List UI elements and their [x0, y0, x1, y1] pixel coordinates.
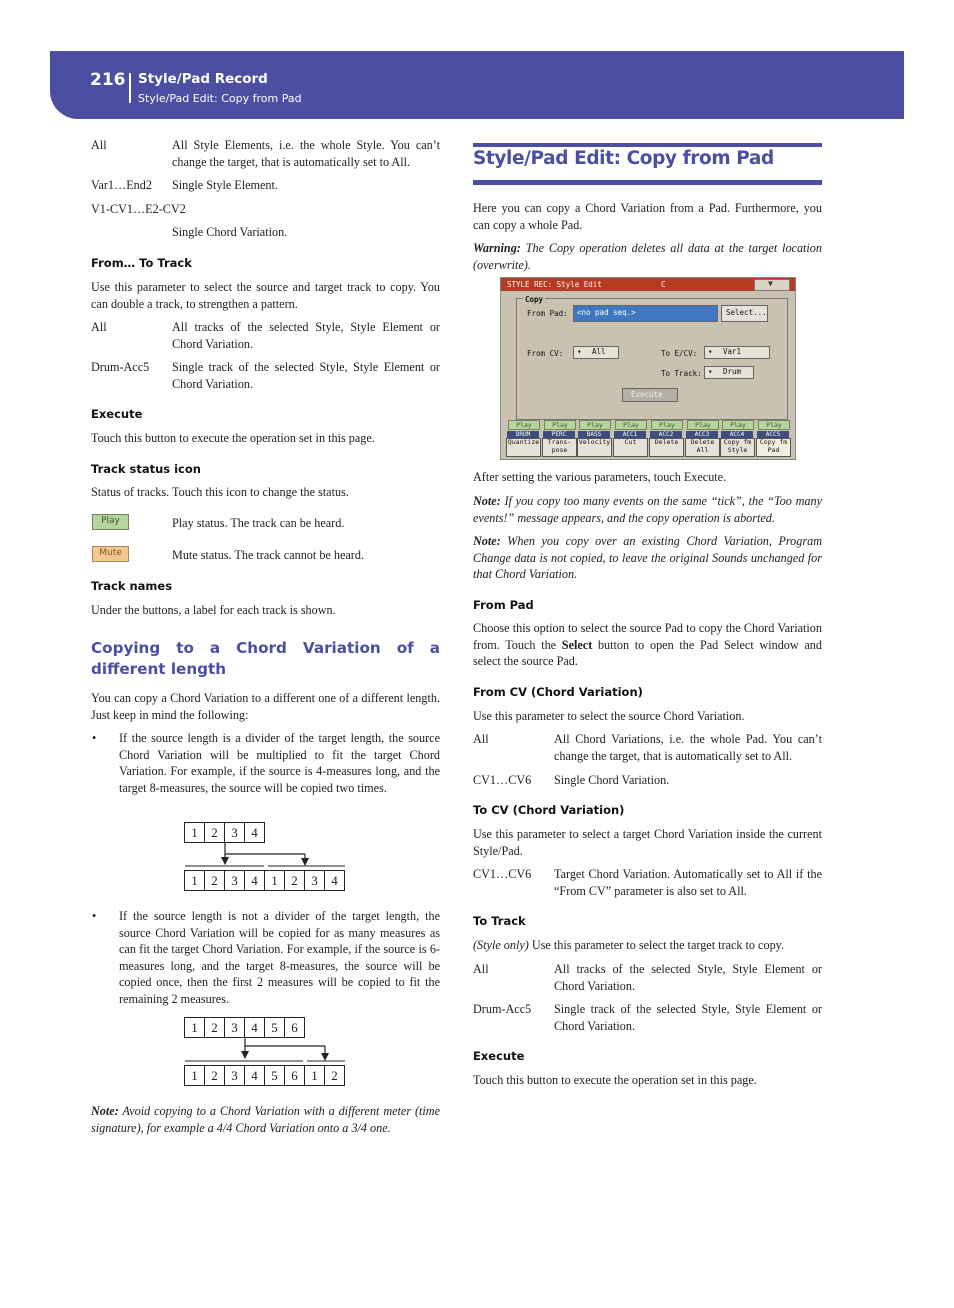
track-play-button[interactable]: Play — [544, 420, 576, 430]
screen-title-bar — [501, 278, 795, 291]
def-term: Drum-Acc5 — [473, 1002, 532, 1016]
def-text: Single Chord Variation. — [172, 225, 288, 239]
mute-status-icon[interactable]: Mute — [92, 546, 129, 562]
note-label: Note: — [91, 1104, 119, 1118]
def-term: All — [91, 138, 107, 152]
chapter-title: Style/Pad Record — [138, 71, 268, 87]
paragraph: Use this parameter to select the source Chord Variation. — [473, 709, 745, 723]
chevron-down-icon: ▼ — [768, 279, 773, 288]
track-play-button[interactable]: Play — [579, 420, 611, 430]
group-label: Copy — [525, 295, 544, 304]
warning — [473, 240, 822, 273]
track-label: DRUM — [507, 431, 539, 438]
source-measures-grid — [184, 822, 265, 843]
note-label: Note: — [473, 494, 501, 508]
def-term: CV1…CV6 — [473, 867, 532, 881]
note-text: If you copy too many events on the same “tick”, the “Too many events!” message appears, and the copy operation is aborted. — [473, 494, 822, 525]
paragraph: Status of tracks. Touch this icon to change the status. — [91, 485, 349, 499]
track-label: ACC2 — [650, 431, 682, 438]
measure-cell: 6 — [285, 1066, 305, 1086]
def-term: CV1…CV6 — [473, 773, 532, 787]
from-pad-label: From Pad: — [527, 309, 568, 318]
def-text: All tracks of the selected Style, Style Element or Chord Variation. — [172, 320, 440, 351]
bullet-marker: • — [92, 731, 97, 745]
page-title: Style/Pad Edit: Copy from Pad — [473, 148, 774, 169]
def-term: All — [473, 732, 489, 746]
def-text: Single Chord Variation. — [554, 773, 670, 787]
select-button[interactable]: Select... — [721, 305, 768, 322]
def-text: All tracks of the selected Style, Style Element or Chord Variation. — [554, 962, 822, 993]
delete-tab[interactable]: Delete — [649, 438, 684, 457]
measure-cell: 2 — [205, 823, 225, 843]
target-measures-grid — [184, 870, 345, 891]
heading-to-cv: To CV (Chord Variation) — [473, 803, 625, 817]
screen-title: STYLE REC: Style Edit — [507, 280, 602, 289]
select-keyword: Select — [561, 637, 593, 652]
heading-track-names: Track names — [91, 579, 173, 593]
track-play-button[interactable]: Play — [758, 420, 790, 430]
source-measures-grid — [184, 1017, 305, 1038]
bullet-marker: • — [92, 909, 97, 923]
def-term: Var1…End2 — [91, 178, 152, 192]
measure-cell: 6 — [285, 1018, 305, 1038]
def-text: Single Style Element. — [172, 178, 278, 192]
paragraph: Here you can copy a Chord Variation from a Pad. Furthermore, you can copy a whole Pad. — [473, 201, 822, 232]
measure-cell: 4 — [245, 823, 265, 843]
transpose-tab[interactable]: Trans-pose — [542, 438, 577, 457]
measure-cell: 1 — [185, 823, 205, 843]
to-ecv-label: To E/CV: — [661, 349, 698, 358]
heading-to-track: To Track — [473, 914, 526, 928]
measure-cell: 2 — [325, 1066, 345, 1086]
measure-cell: 3 — [225, 871, 245, 891]
measure-cell: 1 — [305, 1066, 325, 1086]
def-term: All — [91, 320, 107, 334]
measure-cell: 2 — [205, 1018, 225, 1038]
def-term: Drum-Acc5 — [91, 360, 150, 374]
note-avoid-meter — [91, 1103, 440, 1136]
title-rule-bottom — [473, 180, 822, 185]
page-number: 216 — [90, 70, 126, 90]
style-only-note: (Style only) — [473, 938, 529, 952]
copy-from-pad-screen — [500, 277, 796, 460]
warning-text: The Copy operation deletes all data at the target location (overwrite). — [473, 241, 822, 272]
measure-cell: 1 — [185, 1018, 205, 1038]
measure-cell: 4 — [325, 871, 345, 891]
note-text: When you copy over an existing Chord Variation, Program Change data is not copied, to leave the original Sounds unchanged for that Chord Variation. — [473, 534, 823, 581]
note-text: Avoid copying to a Chord Variation with a different meter (time signature), for example a 4/4 Chord Variation onto a 3/4 one. — [91, 1104, 440, 1135]
to-track-label: To Track: — [661, 369, 702, 378]
track-play-button[interactable]: Play — [651, 420, 683, 430]
velocity-tab[interactable]: Velocity — [577, 438, 612, 457]
def-text: Single track of the selected Style, Style Element or Chord Variation. — [172, 360, 440, 391]
measure-cell: 3 — [225, 823, 245, 843]
measure-cell: 4 — [245, 1066, 265, 1086]
note-too-many-events — [473, 493, 822, 526]
track-play-button[interactable]: Play — [615, 420, 647, 430]
track-play-button[interactable]: Play — [687, 420, 719, 430]
measure-cell: 5 — [265, 1066, 285, 1086]
measure-cell: 4 — [245, 1018, 265, 1038]
dropdown-arrow-icon: ▾ — [708, 367, 713, 376]
paragraph — [473, 937, 784, 954]
play-status-icon[interactable]: Play — [92, 514, 129, 530]
def-text: Mute status. The track cannot be heard. — [172, 548, 365, 562]
to-track-select[interactable]: ▾ Drum — [704, 366, 754, 379]
paragraph: Touch this button to execute the operation set in this page. — [91, 431, 375, 445]
def-term: V1-CV1…E2-CV2 — [91, 202, 186, 216]
track-play-button[interactable]: Play — [508, 420, 540, 430]
heading-from-to-track: From… To Track — [91, 256, 192, 270]
copy-arrows-diagram-1 — [180, 843, 355, 873]
quantize-tab[interactable]: Quantize — [506, 438, 541, 457]
copy-arrows-diagram-2 — [180, 1038, 355, 1068]
paragraph: You can copy a Chord Variation to a different one of a different length. Just keep in mind the following: — [91, 691, 440, 722]
bullet-text: If the source length is not a divider of the target length, the source Chord Variation will be copied for as many measures as can fit the target Chord Variation. For example, if the source is 6-measures long, and the target 8-measures, the source will be copied once, then the first 2 measures will be copied to fit the remaining 2 measures. — [119, 909, 440, 1006]
track-label: BASS — [578, 431, 610, 438]
measure-cell: 3 — [225, 1066, 245, 1086]
measure-cell: 2 — [285, 871, 305, 891]
def-text: All Style Elements, i.e. the whole Style. You can’t change the target, that is automatically set to All. — [172, 138, 440, 169]
track-play-button[interactable]: Play — [722, 420, 754, 430]
text-part: Use this parameter to select the target track to copy. — [528, 938, 785, 952]
def-text: Play status. The track can be heard. — [172, 516, 345, 530]
heading-execute: Execute — [91, 407, 143, 421]
measure-cell: 2 — [205, 871, 225, 891]
track-label: ACC1 — [614, 431, 646, 438]
to-ecv-select[interactable]: ▾ Var1 — [704, 346, 770, 359]
bullet-text: If the source length is a divider of the target length, the source Chord Variation will be multiplied to fit the target Chord Variation. For example, if the source is 4-measures long, and the target 8-measures, the source will be copied two times. — [119, 731, 440, 795]
screen-title-chord: C — [661, 280, 666, 289]
copy-from-style-tab[interactable]: Copy fm Style — [720, 438, 755, 457]
track-label: ACC4 — [721, 431, 753, 438]
note-label: Note: — [473, 534, 501, 548]
measure-cell: 3 — [305, 871, 325, 891]
heading-track-status: Track status icon — [91, 462, 201, 476]
from-pad-field[interactable]: <no pad seq.> — [573, 305, 718, 322]
title-rule-top — [473, 143, 822, 147]
target-measures-grid — [184, 1065, 345, 1086]
copy-from-pad-tab[interactable]: Copy fm Pad — [756, 438, 791, 457]
dropdown-arrow-icon: ▾ — [708, 347, 713, 356]
measure-cell: 3 — [225, 1018, 245, 1038]
heading-from-pad: From Pad — [473, 598, 534, 612]
section-subtitle: Style/Pad Edit: Copy from Pad — [138, 92, 302, 105]
heading-from-cv: From CV (Chord Variation) — [473, 685, 643, 699]
measure-cell: 1 — [185, 871, 205, 891]
def-text: All Chord Variations, i.e. the whole Pad. You can’t change the target, that is automatically set to All. — [554, 732, 822, 763]
paragraph: Under the buttons, a label for each track is shown. — [91, 603, 336, 617]
heading-execute: Execute — [473, 1049, 525, 1063]
track-label: ACC5 — [757, 431, 789, 438]
track-label: PERC — [543, 431, 575, 438]
heading-copying: Copying to a Chord Variation of a different length — [91, 639, 440, 678]
measure-cell: 2 — [205, 1066, 225, 1086]
paragraph: Use this parameter to select a target Chord Variation inside the current Style/Pad. — [473, 827, 822, 858]
warning-label: Warning: — [473, 241, 521, 255]
cut-tab[interactable]: Cut — [613, 438, 648, 457]
paragraph — [473, 620, 822, 670]
def-text: Single track of the selected Style, Style Element or Chord Variation. — [554, 1002, 822, 1033]
text-part: button to open the Pad Select window and select the source Pad. — [473, 637, 822, 668]
delete-all-tab[interactable]: Delete All — [685, 438, 720, 457]
text-part: Choose this option to select the source Pad to copy the Chord Variation from. Touch the — [473, 621, 822, 652]
def-text: Target Chord Variation. Automatically set to All if the “From CV” parameter is also set to All. — [554, 867, 822, 898]
paragraph: Touch this button to execute the operation set in this page. — [473, 1073, 757, 1087]
track-label: ACC3 — [686, 431, 718, 438]
from-cv-select[interactable]: ▾ All — [573, 346, 619, 359]
from-cv-label: From CV: — [527, 349, 564, 358]
measure-cell: 5 — [265, 1018, 285, 1038]
measure-cell: 1 — [185, 1066, 205, 1086]
menu-button[interactable] — [754, 279, 790, 291]
def-term: All — [473, 962, 489, 976]
header-divider — [129, 73, 131, 103]
measure-cell: 4 — [245, 871, 265, 891]
note-program-change — [473, 533, 822, 583]
paragraph: After setting the various parameters, touch Execute. — [473, 470, 727, 484]
execute-button[interactable]: Execute — [622, 388, 678, 402]
paragraph: Use this parameter to select the source and target track to copy. You can double a track, to strengthen a pattern. — [91, 280, 440, 311]
dropdown-arrow-icon: ▾ — [577, 347, 582, 356]
measure-cell: 1 — [265, 871, 285, 891]
